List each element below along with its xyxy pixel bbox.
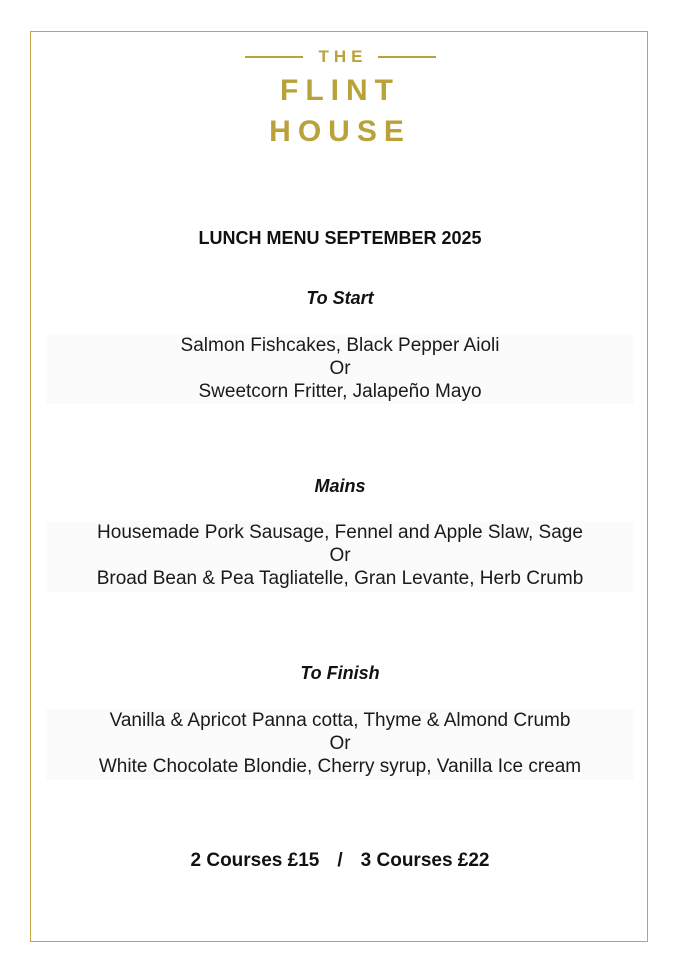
menu-item: Sweetcorn Fritter, Jalapeño Mayo [198,381,482,402]
menu-title: LUNCH MENU SEPTEMBER 2025 [198,228,482,248]
price-two-courses: 2 Courses £15 [190,850,320,871]
section-heading-mains: Mains [314,476,366,496]
logo-house: HOUSE [269,115,411,148]
section-items-mains [46,521,634,592]
section-heading-start: To Start [306,288,374,308]
or-separator: Or [329,733,351,754]
section-items-finish [46,709,634,780]
or-separator: Or [329,358,351,379]
logo-the: THE [318,47,368,66]
section-items-start [46,334,634,404]
menu-item: White Chocolate Blondie, Cherry syrup, Vanilla Ice cream [98,756,582,777]
menu-item: Broad Bean & Pea Tagliatelle, Gran Levante, Herb Crumb [96,568,584,589]
menu-item: Salmon Fishcakes, Black Pepper Aioli [180,335,500,356]
logo-top-row [0,46,680,68]
logo-rule-left [245,56,303,58]
logo-rule-right [378,56,436,58]
section-heading-finish: To Finish [300,663,380,683]
pricing-line [0,850,680,872]
menu-item: Housemade Pork Sausage, Fennel and Apple Slaw, Sage [97,522,583,543]
price-separator: / [337,850,343,871]
logo-flint: FLINT [280,74,400,107]
or-separator: Or [329,545,351,566]
menu-item: Vanilla & Apricot Panna cotta, Thyme & Almond Crumb [109,710,571,731]
price-three-courses: 3 Courses £22 [360,850,490,871]
